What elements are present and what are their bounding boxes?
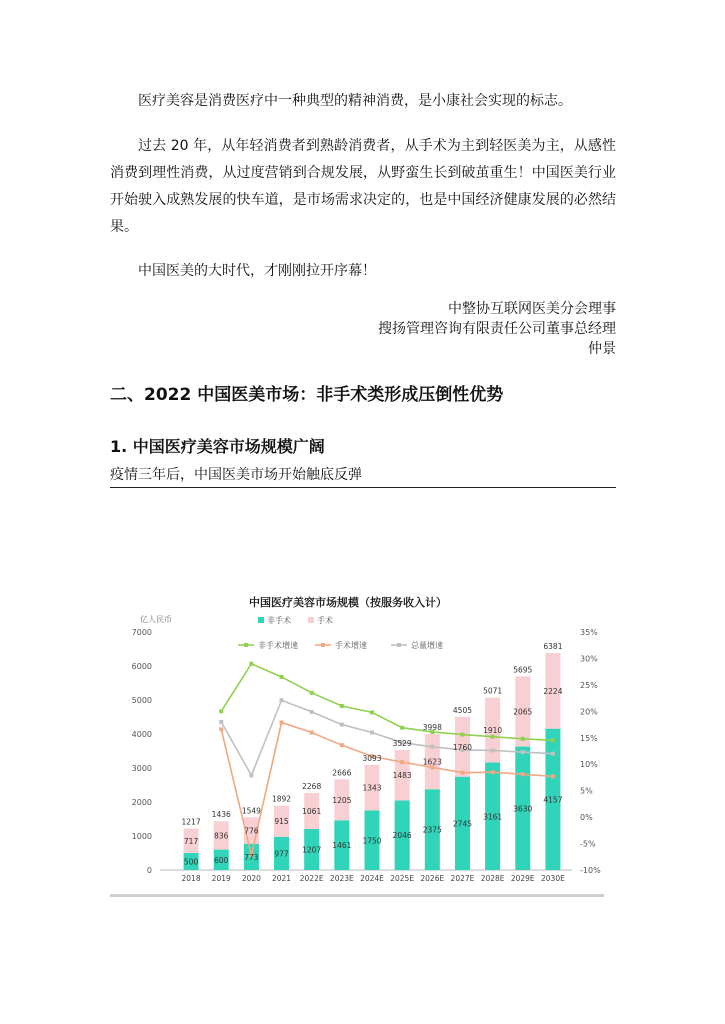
- paragraph-3: 中国医美的大时代，才刚刚拉开序幕！: [138, 263, 376, 279]
- chart-title: 中国医疗美容市场规模（按服务收入计）: [249, 596, 447, 609]
- data-label-surgical: 1910: [483, 726, 503, 736]
- y-tick-label: 6000: [131, 662, 152, 671]
- growth-point: [551, 774, 555, 778]
- paragraph-2: 过去 20 年，从年轻消费者到熟龄消费者，从手术为主到轻医美为主，从感性消费到理性消费，从过度营销到合规发展，从野蛮生长到破茧重生！中国医美行业开始驶入成熟发展的快车道，是市场需求决定的，也是中国经济健康发展的必然结果。: [110, 138, 616, 235]
- x-tick-label: 2027E: [450, 874, 475, 883]
- growth-point: [521, 737, 525, 741]
- growth-point: [219, 720, 223, 724]
- x-tick-label: 2020: [241, 874, 261, 883]
- growth-point: [551, 738, 555, 742]
- signature-title-1: 中整协互联网医美分会理事: [448, 301, 616, 317]
- y-tick-label: 2000: [131, 798, 152, 807]
- y2-tick-label: 15%: [580, 733, 598, 743]
- data-label-surgical: 2065: [513, 707, 533, 717]
- data-label-total: 3093: [362, 753, 382, 763]
- x-tick-label: 2018: [181, 874, 201, 883]
- growth-point: [310, 691, 314, 695]
- x-tick-label: 2022E: [299, 874, 324, 883]
- data-label-non-surgical: 3630: [513, 804, 533, 814]
- section-heading: 二、2022 中国医美市场：非手术类形成压倒性优势: [110, 385, 504, 405]
- data-label-total: 2268: [302, 781, 322, 791]
- data-label-total: 4505: [452, 705, 473, 715]
- data-label-surgical: 1061: [302, 806, 322, 816]
- data-label-surgical: 1623: [422, 757, 442, 767]
- legend-marker: [244, 643, 248, 647]
- data-label-non-surgical: 1207: [302, 845, 322, 855]
- data-label-non-surgical: 3161: [483, 812, 503, 822]
- chart-svg: [108, 584, 608, 894]
- legend-label: 非手术: [267, 616, 291, 625]
- x-tick-label: 2029E: [510, 874, 535, 883]
- data-label-non-surgical: 1461: [332, 841, 352, 851]
- growth-point: [400, 726, 404, 730]
- data-label-non-surgical: 2375: [422, 825, 442, 835]
- paragraph-1: 医疗美容是消费医疗中一种典型的精神消费，是小康社会实现的标志。: [138, 93, 572, 109]
- data-label-non-surgical: 600: [214, 855, 229, 865]
- growth-point: [460, 733, 464, 737]
- y-tick-label: 5000: [131, 696, 152, 705]
- growth-point: [310, 710, 314, 714]
- growth-point: [280, 675, 284, 679]
- y2-tick-label: -10%: [580, 866, 601, 875]
- x-tick-label: 2026E: [420, 874, 445, 883]
- growth-point: [491, 770, 495, 774]
- y2-tick-label: -5%: [580, 839, 596, 849]
- growth-point: [491, 748, 495, 752]
- legend-label: 总量增速: [411, 641, 443, 650]
- y2-tick-label: 5%: [580, 786, 593, 796]
- growth-line: [221, 722, 553, 855]
- data-label-total: 2666: [332, 768, 352, 778]
- data-label-surgical: 1760: [452, 742, 473, 752]
- data-label-total: 3998: [422, 723, 442, 733]
- y-tick-label: 0: [146, 866, 152, 875]
- y2-tick-label: 35%: [580, 628, 598, 637]
- signature-title-2: 搜扬管理咨询有限责任公司董事总经理: [378, 321, 616, 337]
- data-label-total: 1549: [241, 806, 261, 816]
- growth-point: [310, 730, 314, 734]
- data-label-total: 1217: [181, 817, 201, 827]
- data-label-non-surgical: 2745: [452, 819, 473, 829]
- y-tick-label: 3000: [131, 764, 152, 773]
- growth-point: [521, 750, 525, 754]
- data-label-surgical: 1483: [392, 771, 412, 781]
- legend-marker: [397, 643, 401, 647]
- x-tick-label: 2021: [271, 874, 292, 883]
- growth-point: [249, 773, 253, 777]
- data-label-surgical: 1205: [332, 795, 352, 805]
- y2-tick-label: 30%: [580, 654, 598, 664]
- y2-tick-label: 25%: [580, 680, 598, 690]
- growth-point: [340, 704, 344, 708]
- market-size-chart: [108, 584, 608, 894]
- growth-point: [400, 760, 404, 764]
- growth-point: [430, 745, 434, 749]
- y2-tick-label: 0%: [580, 813, 593, 823]
- data-label-total: 5071: [483, 686, 503, 696]
- growth-point: [219, 727, 223, 731]
- data-label-non-surgical: 773: [244, 852, 259, 862]
- growth-point: [551, 752, 555, 756]
- data-label-surgical: 836: [214, 831, 229, 841]
- growth-point: [249, 662, 253, 666]
- data-label-surgical: 2224: [543, 686, 563, 696]
- growth-point: [370, 710, 374, 714]
- x-tick-label: 2025E: [390, 874, 415, 883]
- data-label-non-surgical: 4157: [543, 795, 563, 805]
- y2-tick-label: 10%: [580, 760, 598, 770]
- data-label-surgical: 776: [244, 826, 259, 836]
- x-tick-label: 2028E: [480, 874, 505, 883]
- y-tick-label: 1000: [131, 832, 152, 841]
- growth-point: [280, 720, 284, 724]
- growth-point: [521, 772, 525, 776]
- data-label-total: 3529: [392, 739, 412, 749]
- legend-label: 非手术增速: [258, 641, 298, 650]
- signature-name: 仲景: [588, 341, 616, 357]
- growth-point: [340, 743, 344, 747]
- data-label-total: 1892: [271, 794, 292, 804]
- data-label-total: 6381: [543, 642, 563, 652]
- growth-point: [460, 771, 464, 775]
- data-label-surgical: 717: [183, 836, 199, 846]
- y-tick-label: 7000: [131, 628, 152, 637]
- data-label-non-surgical: 1750: [362, 836, 382, 846]
- sub-heading: 1. 中国医疗美容市场规模广阔: [110, 437, 325, 456]
- data-label-non-surgical: 977: [274, 849, 289, 859]
- data-label-surgical: 915: [274, 817, 289, 827]
- x-tick-label: 2019: [211, 874, 231, 883]
- growth-point: [370, 730, 374, 734]
- legend-swatch: [258, 617, 264, 623]
- growth-line: [221, 664, 553, 741]
- y-tick-label: 4000: [131, 730, 152, 739]
- legend-label: 手术: [317, 616, 333, 625]
- data-label-total: 1436: [211, 810, 231, 820]
- y-axis-label: 亿人民币: [140, 615, 172, 624]
- legend-label: 手术增速: [335, 641, 367, 650]
- growth-point: [280, 698, 284, 702]
- growth-point: [340, 723, 344, 727]
- chart-bottom-rule: [110, 894, 604, 897]
- data-label-non-surgical: 500: [183, 857, 199, 867]
- data-label-total: 5695: [513, 665, 533, 675]
- legend-marker: [321, 643, 325, 647]
- legend-swatch: [308, 617, 314, 623]
- caption: 疫情三年后，中国医美市场开始触底反弹: [110, 464, 616, 488]
- x-tick-label: 2030E: [541, 874, 565, 883]
- y2-tick-label: 20%: [580, 707, 598, 717]
- growth-point: [491, 735, 495, 739]
- data-label-non-surgical: 2046: [392, 831, 412, 841]
- x-tick-label: 2023E: [329, 874, 354, 883]
- data-label-surgical: 1343: [362, 783, 382, 793]
- growth-point: [219, 709, 223, 713]
- x-tick-label: 2024E: [360, 874, 384, 883]
